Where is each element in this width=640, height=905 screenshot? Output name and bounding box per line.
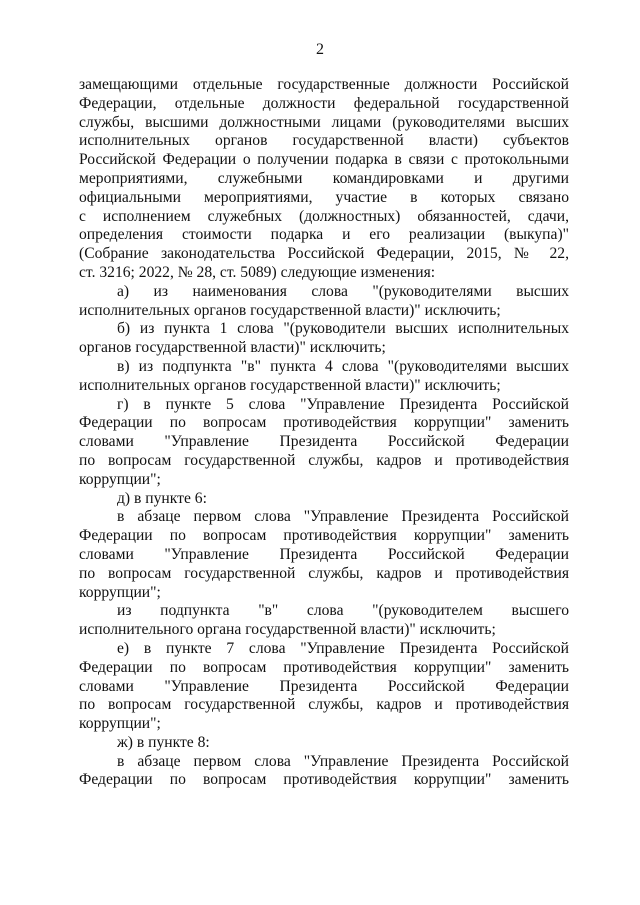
text-line: Российской Федерации о получении подарка в связи с протокольными [79,151,569,169]
text-line: е) в пункте 7 слова "Управление Президента Российской [117,639,569,657]
text-line: органов государственной власти)" исключить; [79,339,386,357]
page-number: 2 [316,41,324,58]
text-line: определения стоимости подарка и его реализации (выкупа)" [79,226,569,244]
text-line: словами "Управление Президента Российской Федерации [79,433,569,451]
document-body [79,76,569,790]
text-line: в абзаце первом слова "Управление Президента Российской [117,508,569,526]
text-line: Федерации, отдельные должности федеральной государственной [79,94,569,112]
text-line: службы, высшими должностными лицами (руководителями высших [79,113,569,131]
text-line: а) из наименования слова "(руководителями высших [117,282,569,300]
text-line: с исполнением служебных (должностных) обязанностей, сдачи, [79,207,569,225]
text-line: ст. 3216; 2022, № 28, ст. 5089) следующие изменения: [79,263,436,281]
text-line: Федерации по вопросам противодействия коррупции" заменить [79,527,569,545]
text-line: словами "Управление Президента Российской Федерации [79,545,569,563]
text-line: Федерации по вопросам противодействия коррупции" заменить [79,771,569,789]
text-line: замещающими отдельные государственные должности Российской [79,76,569,93]
text-line: словами "Управление Президента Российской Федерации [79,677,569,695]
text-line: по вопросам государственной службы, кадров и противодействия [79,451,569,469]
text-line: б) из пункта 1 слова "(руководители высших исполнительных [117,320,569,338]
text-line: д) в пункте 6: [117,489,207,507]
text-line: (Собрание законодательства Российской Федерации, 2015, № 22, [79,245,569,263]
text-line: г) в пункте 5 слова "Управление Президента Российской [117,395,569,413]
text-line: коррупции"; [79,583,161,601]
text-line: по вопросам государственной службы, кадров и противодействия [79,564,569,582]
text-line: исполнительных органов государственной власти)" исключить; [79,376,501,394]
text-line: коррупции"; [79,715,161,733]
text-line: в) из подпункта "в" пункта 4 слова "(руководителями высших [117,357,569,375]
text-line: официальными мероприятиями, участие в которых связано [79,188,569,206]
text-line: исполнительного органа государственной власти)" исключить; [79,621,496,639]
text-line: исполнительных органов государственной власти)" исключить; [79,301,501,319]
text-line: Федерации по вопросам противодействия коррупции" заменить [79,658,569,676]
text-line: мероприятиями, служебными командировками и другими [79,169,569,187]
text-line: коррупции"; [79,470,161,488]
text-line: Федерации по вопросам противодействия коррупции" заменить [79,414,569,432]
text-line: в абзаце первом слова "Управление Президента Российской [117,752,569,770]
text-line: исполнительных органов государственной власти) субъектов [79,132,569,150]
text-line: из подпункта "в" слова "(руководителем высшего [117,602,569,620]
text-line: по вопросам государственной службы, кадров и противодействия [79,696,569,714]
text-line: ж) в пункте 8: [117,733,210,751]
